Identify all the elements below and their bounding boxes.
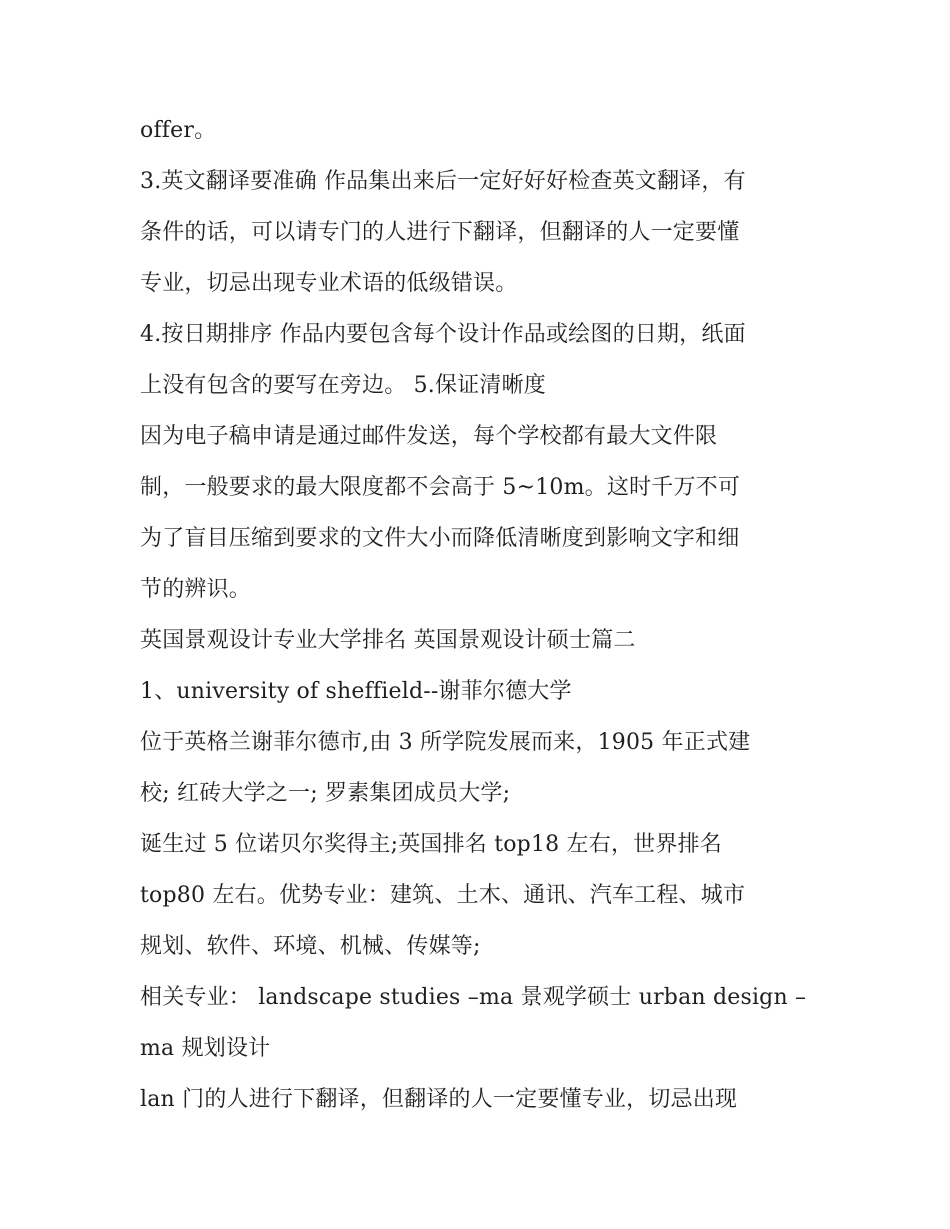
university-heading: 1、university of sheffield--谢菲尔德大学 xyxy=(140,679,572,704)
text-line: top80 左右。优势专业：建筑、土木、通讯、汽车工程、城市 xyxy=(140,883,746,908)
text-line: 位于英格兰谢菲尔德市,由 3 所学院发展而来，1905 年正式建 xyxy=(140,730,751,755)
text-line: 为了盲目压缩到要求的文件大小而降低清晰度到影响文字和细 xyxy=(140,526,740,551)
text-line: 诞生过 5 位诺贝尔奖得主;英国排名 top18 左右，世界排名 xyxy=(140,832,722,857)
text-line: 相关专业： landscape studies –ma 景观学硕士 urban design – xyxy=(140,985,807,1010)
text-line: 3.英文翻译要准确 作品集出来后一定好好好检查英文翻译，有 xyxy=(140,169,746,194)
text-line: 制，一般要求的最大限度都不会高于 5~10m。这时千万不可 xyxy=(140,475,741,500)
text-line: 校; 红砖大学之一; 罗素集团成员大学; xyxy=(140,781,511,806)
text-line: 条件的话，可以请专门的人进行下翻译，但翻译的人一定要懂 xyxy=(140,220,740,245)
text-line: lan 门的人进行下翻译，但翻译的人一定要懂专业，切忌出现 xyxy=(140,1087,738,1112)
text-line: offer。 xyxy=(140,118,217,143)
text-line: 规划、软件、环境、机械、传媒等; xyxy=(140,934,481,959)
text-line: 节的辨识。 xyxy=(140,577,252,602)
text-line: 因为电子稿申请是通过邮件发送，每个学校都有最大文件限 xyxy=(140,424,718,449)
text-line: 上没有包含的要写在旁边。 5.保证清晰度 xyxy=(140,373,546,398)
section-heading: 英国景观设计专业大学排名 英国景观设计硕士篇二 xyxy=(140,628,636,653)
text-line: 4.按日期排序 作品内要包含每个设计作品或绘图的日期，纸面 xyxy=(140,322,746,347)
text-line: ma 规划设计 xyxy=(140,1036,271,1061)
document-body xyxy=(140,105,820,1125)
text-line: 专业，切忌出现专业术语的低级错误。 xyxy=(140,271,518,296)
